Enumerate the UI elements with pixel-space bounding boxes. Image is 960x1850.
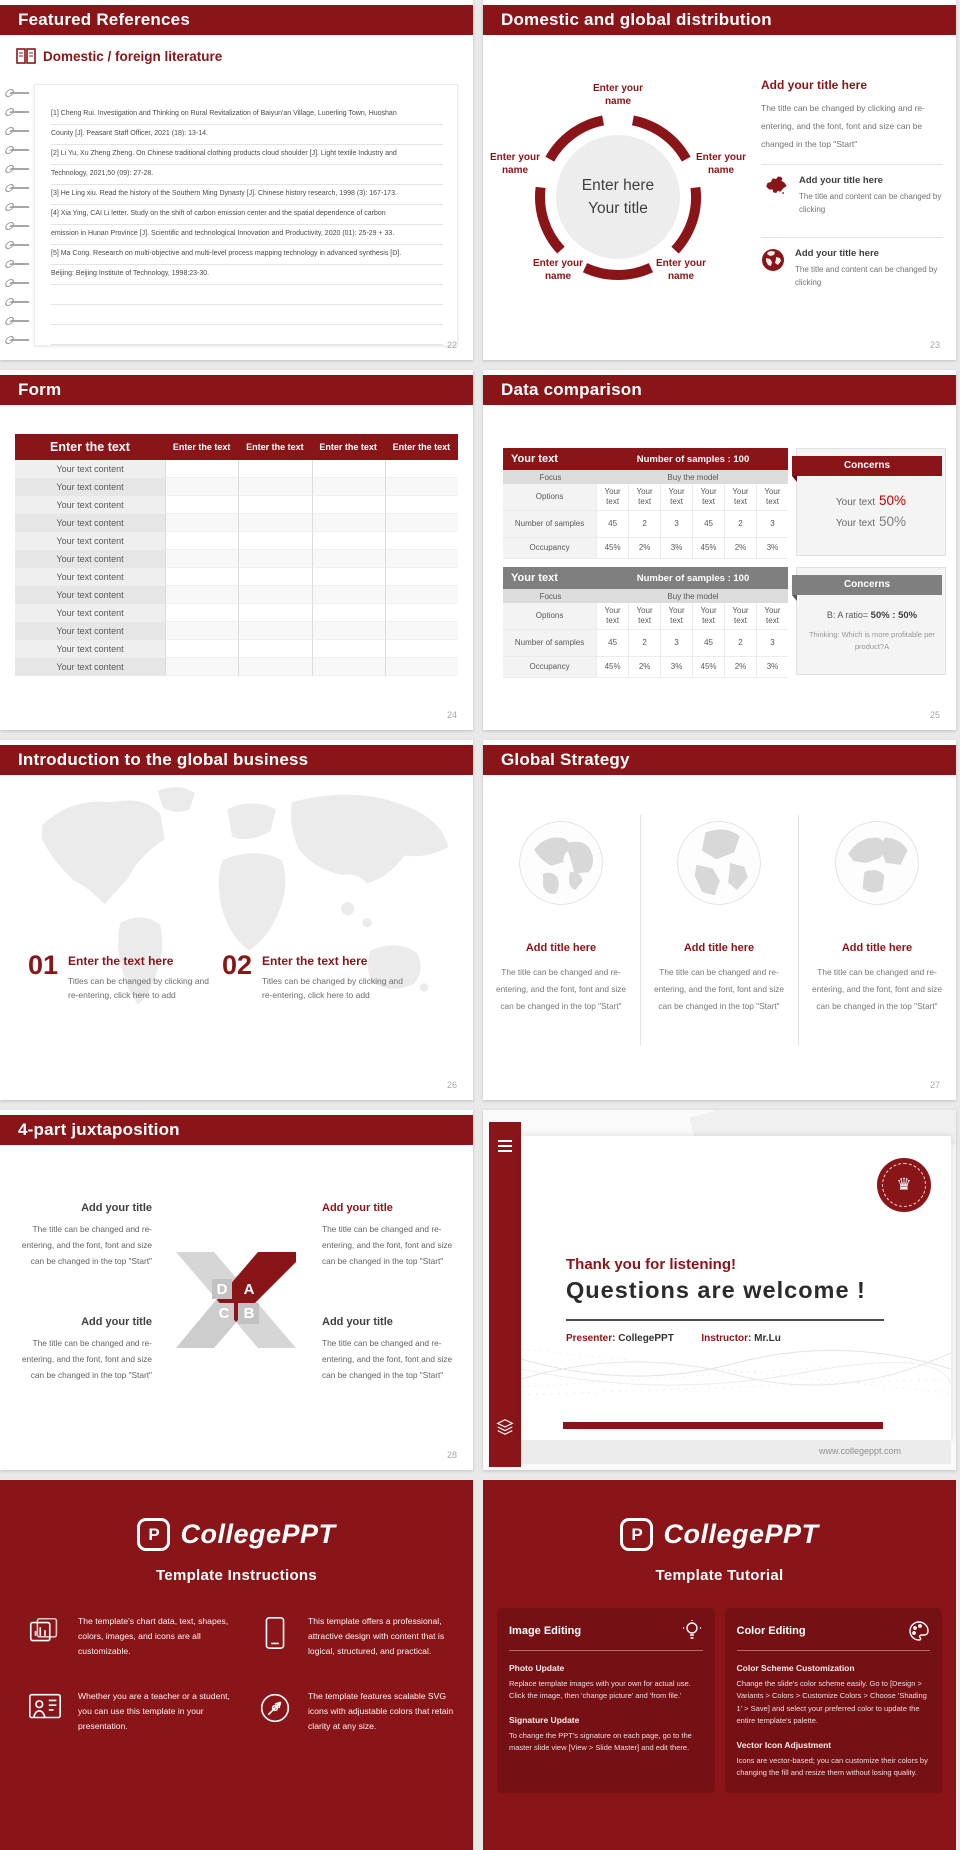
page-number: 22	[446, 340, 457, 350]
table-row	[15, 550, 458, 568]
table-row	[15, 478, 458, 496]
panel-template-tutorial[interactable]	[483, 1480, 956, 1850]
concern-value: 50%	[879, 514, 907, 529]
focus-value: Buy the model	[667, 472, 719, 482]
tutorial-column-image-editing	[497, 1608, 715, 1793]
item-body: The title and content can be changed by clicking	[799, 191, 942, 215]
instructor-label: Instructor:	[701, 1333, 752, 1344]
reference-line: [1] Cheng Rui. Investigation and Thinking on Rural Revitalization of Baiyun'an Village, Luoerling Town, Huoshan	[51, 105, 443, 125]
row-label: Your text content	[15, 460, 165, 478]
page-number: 27	[929, 1080, 940, 1090]
section-body: Replace template images with your own for actual use. Click the image, then 'change picture' and 'from file.'	[509, 1679, 691, 1701]
focus-label: Focus	[539, 472, 562, 482]
university-seal	[877, 1158, 931, 1212]
globe-icon	[761, 248, 785, 272]
instruction-item	[256, 1614, 460, 1659]
concerns-box-red	[796, 448, 946, 556]
table-row	[15, 496, 458, 514]
presenter-value: CollegePPT	[618, 1333, 674, 1344]
slide-title-bar: Global Strategy	[483, 745, 956, 775]
cell: 3	[756, 511, 788, 537]
cell: 3%	[756, 538, 788, 558]
cell: Your text	[756, 603, 788, 629]
center-line1: Enter here	[581, 176, 655, 194]
row-label: Your text content	[15, 658, 165, 676]
reference-line: [2] Li Yu, Xu Zheng Zheng. On Chinese traditional clothing products cloud shoulder [J]. Light textile Industry and	[51, 145, 443, 165]
ruled-line	[51, 285, 443, 305]
section-subtitle: Vector Icon Adjustment	[736, 1739, 832, 1750]
reference-line: [4] Xia Ying, CAI Li letter. Study on the shift of carbon emission center and the spatial dependence of carbon	[51, 205, 443, 225]
section-title: Domestic / foreign literature	[43, 48, 223, 64]
row-label: Your text content	[15, 586, 165, 604]
table-row	[15, 622, 458, 640]
globe-image	[674, 818, 764, 908]
instruction-item	[26, 1614, 230, 1659]
section-body: Change the slide's color scheme easily. Go to [Design > Variants > Colors > Customize Colors > Choose 'Shading 1' > Save] and select your preferred color to update the entire template's palette.	[736, 1679, 927, 1726]
cell: Your text	[660, 484, 692, 510]
right-body: The title can be changed by clicking and re-entering, and the font, font and size can be changed in the top "Start"	[761, 103, 925, 149]
row-label: Your text content	[15, 640, 165, 658]
table-row	[15, 640, 458, 658]
cell: 2%	[724, 538, 756, 558]
concern-label: Your text	[835, 497, 876, 508]
cell: 3	[660, 511, 692, 537]
ratio-prefix: B: A ratio=	[826, 610, 869, 620]
cell: 45%	[692, 538, 724, 558]
table-row	[15, 604, 458, 622]
thinking-note: Thinking: Which is more profitable per product?A	[809, 630, 935, 651]
numbered-item	[222, 952, 414, 1003]
column-body: The title can be changed and re-entering, and the font, font and size can be changed in the top "Start"	[811, 967, 943, 1011]
slide-featured-references[interactable]	[0, 0, 473, 360]
row-label: Your text content	[15, 514, 165, 532]
text-block-bottom-left	[18, 1316, 152, 1384]
row-label: Your text content	[15, 622, 165, 640]
slide-form[interactable]	[0, 370, 473, 730]
text-block-bottom-right	[322, 1316, 456, 1384]
instruction-text: Whether you are a teacher or a student, you can use this template in your presentation.	[78, 1691, 230, 1732]
row-label: Your text content	[15, 568, 165, 586]
block-heading: Add your title	[81, 1316, 152, 1328]
right-heading: Add your title here	[761, 78, 868, 92]
cell: Your text	[596, 603, 628, 629]
reference-line: [3] He Ling xiu. Read the history of the Southern Ming Dynasty [J]. Chinese history research, 1998 (3): 167-173.	[51, 185, 443, 205]
bulb-icon	[681, 1620, 703, 1642]
block-body: The title can be changed and re-entering, and the font, font and size can be changed in the top "Start"	[322, 1224, 453, 1267]
column-heading: Add title here	[683, 942, 755, 954]
cell: 3%	[756, 657, 788, 677]
section-heading	[16, 48, 222, 64]
globe-image	[832, 818, 922, 908]
tablet-icon	[256, 1614, 294, 1652]
cell: Your text	[628, 484, 660, 510]
mesh-wave-graphic	[521, 1329, 951, 1404]
concerns-box-gray	[796, 567, 946, 675]
item-number: 01	[28, 950, 59, 980]
scalable-icon	[256, 1689, 294, 1727]
row-label: Number of samples	[503, 630, 596, 656]
numbered-item	[28, 952, 220, 1003]
slide-data-comparison[interactable]	[483, 370, 956, 730]
reference-line: Technology, 2021,50 (09): 27-28.	[51, 165, 443, 185]
column-divider	[640, 815, 641, 1045]
spiral-binding	[8, 92, 28, 348]
table-title: Your text	[511, 453, 558, 465]
row-label: Occupancy	[503, 657, 596, 677]
chart-boards-icon	[26, 1614, 64, 1652]
item-body: The title and content can be changed by clicking	[795, 264, 938, 288]
section-subtitle: Signature Update	[509, 1714, 580, 1725]
cell: 3%	[660, 538, 692, 558]
panel-template-instructions[interactable]	[0, 1480, 473, 1850]
instruction-item	[256, 1689, 460, 1734]
instruction-text: The template's chart data, text, shapes, colors, images, and icons are all customizable.	[78, 1616, 229, 1657]
cell: 2%	[628, 657, 660, 677]
cell: Your text	[692, 484, 724, 510]
reference-line: County [J]. Peasant Staff Officer, 2021 (18): 13-14.	[51, 125, 443, 145]
instruction-item	[26, 1689, 230, 1734]
slide-title-bar: Data comparison	[483, 375, 956, 405]
list-item	[761, 237, 943, 300]
open-book-icon	[16, 48, 36, 64]
reference-line: Beijing: Beijing Institute of Technology, 1998:23-30.	[51, 265, 443, 285]
cell: 45%	[596, 657, 628, 677]
reference-line: [5] Ma Cong. Research on multi-objective and multi-level process mapping technology in advanced synthesis [D].	[51, 245, 443, 265]
comparison-table-gray	[503, 567, 788, 678]
layers-icon	[495, 1417, 515, 1437]
slide-title-bar: Domestic and global distribution	[483, 5, 956, 35]
table-row	[15, 460, 458, 478]
concerns-ribbon: Concerns	[792, 456, 942, 476]
strategy-column	[483, 810, 639, 1015]
row-label: Your text content	[15, 532, 165, 550]
text-block-top-left	[18, 1202, 152, 1270]
tutorial-column-color-editing	[725, 1608, 943, 1793]
cell: 45%	[596, 538, 628, 558]
cell: Your text	[692, 603, 724, 629]
cell: 2	[628, 511, 660, 537]
table-header-row	[15, 434, 458, 460]
item-body: Titles can be changed by clicking and re-entering, click here to add	[262, 976, 404, 1001]
red-accent-bar	[563, 1422, 883, 1429]
cell: 45	[692, 630, 724, 656]
slide-4-part-juxtaposition[interactable]	[0, 1110, 473, 1470]
letter-c: C	[218, 1305, 230, 1322]
column-divider	[798, 815, 799, 1045]
diagram-node: Enter your name	[592, 83, 643, 107]
collegeppt-logo	[0, 1480, 473, 1551]
instructor-value: Mr.Lu	[754, 1333, 781, 1344]
cell: 2	[628, 630, 660, 656]
section-body: To change the PPT's signature on each page, go to the master slide view [View > Slide Master] and edit there.	[509, 1730, 692, 1753]
row-label: Options	[503, 603, 596, 629]
collegeppt-logo-icon: P	[620, 1518, 653, 1551]
instruction-text: This template offers a professional, attractive design with content that is logical, structured, and practical.	[308, 1616, 445, 1657]
cell: Your text	[724, 603, 756, 629]
focus-label: Focus	[539, 591, 562, 601]
cell: 45%	[692, 657, 724, 677]
presenter-label: Presenter:	[566, 1333, 616, 1344]
red-sidebar	[489, 1122, 521, 1467]
slide-intro-global-business[interactable]	[0, 740, 473, 1100]
strategy-column	[799, 810, 955, 1015]
website-url: www.collegeppt.com	[818, 1446, 901, 1456]
diagram-node: Enter your name	[532, 258, 583, 282]
table-row	[15, 532, 458, 550]
comparison-table-red	[503, 448, 788, 559]
world-map-watermark	[5, 768, 468, 1068]
item-number: 02	[222, 950, 253, 980]
page-number: 24	[446, 710, 457, 720]
column-heading: Add title here	[525, 942, 597, 954]
page-number: 23	[929, 340, 940, 350]
column-header: Enter the text	[50, 440, 130, 454]
block-heading: Add your title	[322, 1202, 393, 1214]
item-heading: Add your title here	[799, 174, 883, 186]
table-subtitle: Number of samples : 100	[636, 453, 750, 465]
cell: Your text	[724, 484, 756, 510]
slide-title-bar: Form	[0, 375, 473, 405]
column-heading: Add title here	[841, 942, 913, 954]
row-label: Number of samples	[503, 511, 596, 537]
item-heading: Enter the text here	[262, 954, 368, 968]
concerns-ribbon: Concerns	[792, 575, 942, 595]
globe-image	[516, 818, 606, 908]
cell: 2	[724, 630, 756, 656]
cell: Your text	[756, 484, 788, 510]
teacher-icon	[26, 1689, 64, 1727]
page-number: 28	[446, 1450, 457, 1460]
divider-line	[566, 1319, 884, 1321]
column-body: The title can be changed and re-entering, and the font, font and size can be changed in the top "Start"	[653, 967, 785, 1011]
cell: 45	[692, 511, 724, 537]
list-item	[761, 164, 943, 227]
item-body: Titles can be changed by clicking and re-entering, click here to add	[68, 976, 210, 1001]
letter-d: D	[216, 1281, 228, 1298]
item-heading: Enter the text here	[68, 954, 174, 968]
item-heading: Add your title here	[795, 247, 879, 259]
slide-thank-you[interactable]	[483, 1110, 956, 1470]
focus-value: Buy the model	[667, 591, 719, 601]
page-number: 25	[929, 710, 940, 720]
table-title: Your text	[511, 572, 558, 584]
china-map-icon	[761, 175, 789, 197]
page-number: 26	[446, 1080, 457, 1090]
section-body: Icons are vector-based; you can customize their colors by changing the fill and resize them without losing quality.	[736, 1755, 928, 1777]
thanks-subtitle: Thank you for listening!	[566, 1256, 737, 1273]
column-header: Enter the text	[319, 442, 377, 452]
row-label: Your text content	[15, 550, 165, 568]
reference-sheet	[34, 84, 458, 346]
row-label: Options	[503, 484, 596, 510]
diagram-node: Enter your name	[489, 152, 540, 176]
letter-a: A	[243, 1281, 255, 1298]
column-heading: Image Editing	[509, 1625, 582, 1637]
table-row	[15, 658, 458, 676]
section-subtitle: Color Scheme Customization	[736, 1663, 855, 1673]
logo-text: CollegePPT	[180, 1519, 336, 1549]
diagram-node: Enter your name	[695, 152, 746, 176]
thanks-title: Questions are welcome !	[566, 1277, 866, 1303]
concern-label: Your text	[835, 518, 876, 529]
section-subtitle: Photo Update	[509, 1663, 565, 1673]
form-table	[15, 434, 458, 676]
ruled-line	[51, 305, 443, 325]
block-body: The title can be changed and re-entering, and the font, font and size can be changed in the top "Start"	[21, 1338, 152, 1381]
cell: 3	[756, 630, 788, 656]
block-heading: Add your title	[81, 1202, 152, 1214]
diagram-node: Enter your name	[655, 258, 706, 282]
column-heading: Color Editing	[736, 1625, 806, 1637]
collegeppt-logo	[483, 1480, 956, 1551]
letter-b: B	[243, 1305, 255, 1322]
collegeppt-logo-icon: P	[137, 1518, 170, 1551]
cell: 2%	[724, 657, 756, 677]
block-body: The title can be changed and re-entering, and the font, font and size can be changed in the top "Start"	[322, 1338, 453, 1381]
table-row	[15, 514, 458, 532]
reference-line: emission in Hunan Province [J]. Scientific and technological Innovation and Productivity, 2020 (01): 25-29 + 33.	[51, 225, 443, 245]
text-block-top-right	[322, 1202, 456, 1270]
cell: 2%	[628, 538, 660, 558]
cell: Your text	[628, 603, 660, 629]
column-header: Enter the text	[172, 442, 231, 452]
diagram-center	[556, 135, 680, 259]
row-label: Your text content	[15, 604, 165, 622]
hamburger-menu-icon	[498, 1140, 512, 1155]
column-header: Enter the text	[246, 442, 304, 452]
column-header: Enter the text	[392, 442, 451, 452]
crown-glyph: ♛	[896, 1175, 912, 1194]
slide-global-strategy[interactable]	[483, 740, 956, 1100]
panel-title: Template Instructions	[155, 1567, 318, 1584]
row-label: Occupancy	[503, 538, 596, 558]
concern-value: 50%	[879, 493, 907, 508]
instruction-text: The template features scalable SVG icons with adjustable colors that retain clarity at any size.	[308, 1691, 454, 1732]
cell: Your text	[660, 603, 692, 629]
row-label: Your text content	[15, 478, 165, 496]
block-body: The title can be changed and re-entering, and the font, font and size can be changed in the top "Start"	[21, 1224, 152, 1267]
slide-title-bar: 4-part juxtaposition	[0, 1115, 473, 1145]
slide-title-bar: Featured References	[0, 5, 473, 35]
table-row	[15, 586, 458, 604]
center-line2: Your title	[588, 200, 648, 217]
panel-title: Template Tutorial	[655, 1567, 784, 1584]
ratio-value: 50% : 50%	[870, 610, 918, 621]
ruled-line	[51, 325, 443, 345]
cell: 3	[660, 630, 692, 656]
palette-icon	[908, 1620, 930, 1642]
x-ribbon-graphic	[168, 1250, 304, 1350]
cell: Your text	[596, 484, 628, 510]
slide-title-bar: Introduction to the global business	[0, 745, 473, 775]
slide-domestic-global-distribution[interactable]	[483, 0, 956, 360]
cell: 2	[724, 511, 756, 537]
block-heading: Add your title	[322, 1316, 393, 1328]
row-label: Your text content	[15, 496, 165, 514]
strategy-column	[641, 810, 797, 1015]
column-body: The title can be changed and re-entering, and the font, font and size can be changed in the top "Start"	[495, 967, 627, 1011]
cell: 45	[596, 630, 628, 656]
cell: 3%	[660, 657, 692, 677]
cell: 45	[596, 511, 628, 537]
logo-text: CollegePPT	[663, 1519, 819, 1549]
table-row	[15, 568, 458, 586]
table-subtitle: Number of samples : 100	[636, 572, 750, 584]
content-card	[521, 1136, 951, 1440]
